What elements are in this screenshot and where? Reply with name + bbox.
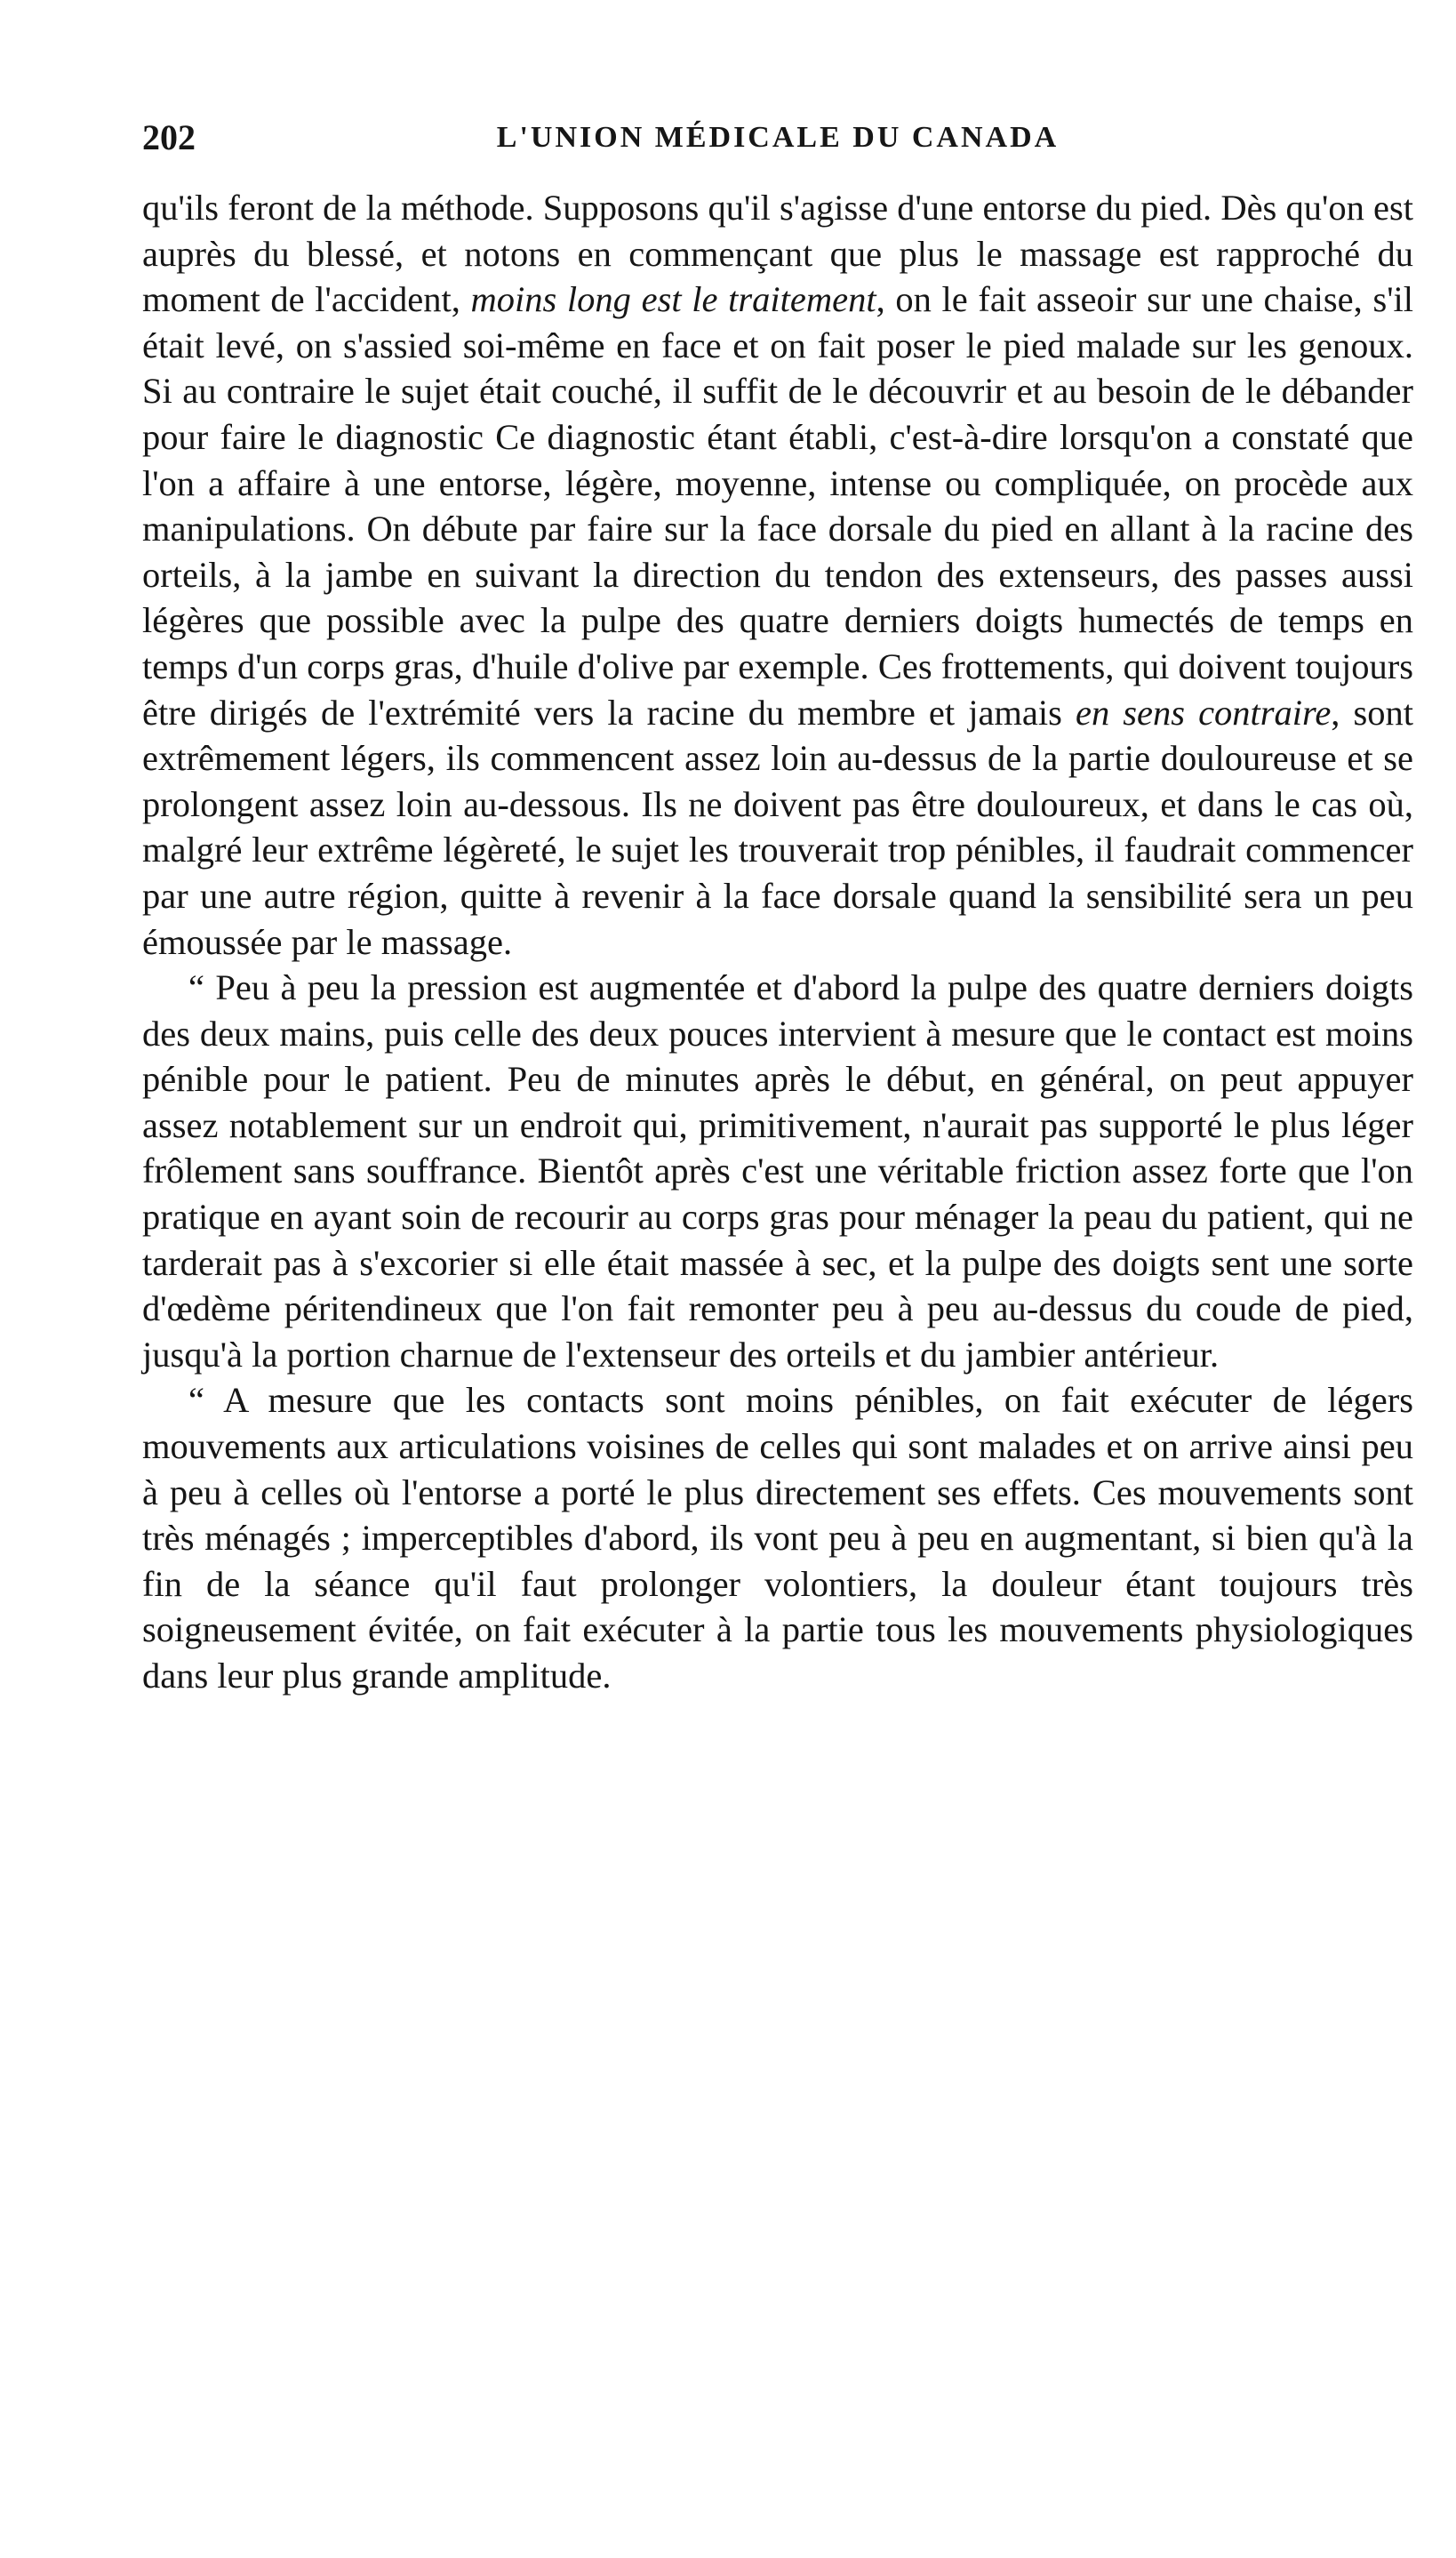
paragraph-2: “ Peu à peu la pression est augmentée et d'abord la pulpe des quatre derniers doigts des deux mains, puis celle des deux pouces intervient à mesure que le contact est moins pénible pour le patient. Peu de minutes après le début, en général, on peut appuyer assez notablement sur un endroit qui, primitivement, n'aurait pas supporté le plus léger frôlement sans souffrance. Bientôt après c'est une véritable friction assez forte que l'on pratique en ayant soin de recourir au corps gras pour ménager la peau du patient, qui ne tarderait pas à s'excorier si elle était massée à sec, et la pulpe des doigts sent une sorte d'œdème péritendineux que l'on fait remonter peu à peu au-dessus du coude de pied, jusqu'à la portion charnue de l'extenseur des orteils et du jambier antérieur. — [142, 967, 1413, 1375]
paragraph-1 — [142, 185, 1413, 965]
paragraph-1-text-c: , sont extrêmement légers, ils commencent assez loin au-dessus de la partie douloureuse et se prolongent assez loin au-dessous. Ils ne doivent pas être douloureux, et dans le cas où, malgré leur extrême légèreté, le sujet les trouverait trop pénibles, il faudrait commencer par une autre région, quitte à revenir à la face dorsale quand la sensibilité sera un peu émoussée par le massage. — [142, 692, 1413, 962]
paragraph-3: “ A mesure que les contacts sont moins pénibles, on fait exécuter de légers mouvements aux articulations voisines de celles qui sont malades et on arrive ainsi peu à peu à celles où l'entorse a porté le plus directement ses effets. Ces mouvements sont très ménagés ; imperceptibles d'abord, ils vont peu à peu en augmentant, si bien qu'à la fin de la séance qu'il faut prolonger volontiers, la douleur étant toujours très soigneusement évitée, on fait exécuter à la partie tous les mouvements physiologiques dans leur plus grande amplitude. — [142, 1380, 1413, 1696]
body-text — [142, 185, 1413, 1699]
paragraph-1-italic-a: moins long est le traitement — [470, 279, 876, 320]
page-number: 202 — [142, 117, 196, 157]
paragraph-1-text-a: qu'ils feront de la méthode. Supposons qu'il s'agisse d'une entorse du pied. Dès qu'on est auprès du blessé, et notons en commençant que plus le massage est rapproché du moment de l'accident, — [142, 188, 1413, 320]
running-head — [142, 107, 1413, 169]
paragraph-1-text-b: , on le fait asseoir sur une chaise, s'il était levé, on s'assied soi-même en face et on fait poser le pied malade sur les genoux. Si au contraire le sujet était couché, il suffit de le découvrir et au besoin de le débander pour faire le diagnostic Ce diagnostic étant établi, c'est-à-dire lorsqu'on a constaté que l'on a affaire à une entorse, légère, moyenne, intense ou compliquée, on procède aux manipulations. On débute par faire sur la face dorsale du pied en allant à la racine des orteils, à la jambe en suivant la direction du tendon des extenseurs, des passes aussi légères que possible avec la pulpe des quatre derniers doigts humectés de temps en temps d'un corps gras, d'huile d'olive par exemple. Ces frottements, qui doivent toujours être dirigés de l'extrémité vers la racine du membre et jamais — [142, 279, 1414, 733]
journal-title: L'UNION MÉDICALE DU CANADA — [496, 121, 1060, 154]
book-page — [142, 107, 1413, 1699]
paragraph-1-italic-b: en sens contraire — [1075, 692, 1332, 733]
